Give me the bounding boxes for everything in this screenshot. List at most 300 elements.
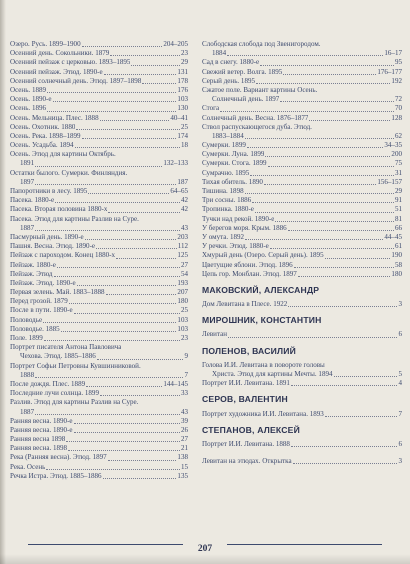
entry-title: Тропинка. 1880-е [202,205,254,214]
entry-title: Тишина. 1898 [202,187,244,195]
entry-title: Ранняя весна. 1890-е [10,416,73,425]
entry-title: 1884 [212,49,227,58]
entry-title: Ранняя весна 1898 [10,435,66,444]
index-entry [202,104,402,113]
entry-page-number: 61 [394,242,402,251]
dot-leader [288,230,394,231]
dot-leader [245,239,383,240]
index-entry [10,242,188,251]
entry-page-number: 58 [394,260,402,269]
entry-title: Осень. 1889 [10,85,47,94]
index-entry [10,435,188,444]
dot-leader [288,306,397,307]
entry-page-number: 64–65 [170,187,188,195]
entry-page-number: 72 [394,95,402,104]
entry-title: Ранняя весна. 1898 [10,444,68,453]
footer-rule-right [227,544,382,545]
dot-leader [77,285,177,286]
index-entry [10,288,188,297]
dot-leader [35,377,183,378]
index-entry [10,123,188,132]
entry-page-number: 25 [180,306,188,315]
dot-leader [86,386,162,387]
index-entry [10,325,188,334]
entry-page-number: 192 [391,76,402,85]
entry-title: Перед грозой. 1879 [10,297,68,306]
entry-title: Папоротники в лесу. 1895 [10,187,88,195]
entry-page-number: 125 [177,251,188,260]
index-entry [10,40,188,49]
dot-leader [96,248,177,249]
index-entry [202,77,402,86]
index-entry [10,334,188,343]
entry-title: Сумрачно. 1895 [202,168,250,177]
dot-leader [82,138,177,139]
entry-title: Осенний день. Сокольники. 1879 [10,49,110,58]
index-entry [202,379,402,388]
index-entry [10,408,188,417]
entry-title: Осень. Река. 1898–1899 [10,131,81,140]
index-entry [10,132,188,141]
entry-page-number: 7 [184,370,188,379]
index-entry [202,251,402,260]
dot-leader [43,322,176,323]
dot-leader [108,460,177,461]
dot-leader [44,340,180,341]
entry-title: 1891 [20,159,35,168]
entry-title: Свежий ветер. Волга. 1895 [202,67,283,76]
dot-leader [325,258,391,259]
index-entry [10,196,188,205]
dot-leader [74,423,180,424]
entry-title: Портрет Софьи Петровны Кувшинниковой. [10,361,141,370]
dot-leader [245,138,394,139]
dot-leader [75,147,180,148]
index-entry [202,261,402,270]
index-entry [202,330,402,339]
artist-heading: МАКОВСКИЙ, АЛЕКСАНДР [202,284,320,295]
index-entry [202,370,402,379]
dot-leader [228,337,397,338]
entry-title: Река. Осень [10,462,46,471]
index-entry [10,104,188,113]
entry-page-number: 9 [184,352,188,361]
entry-title: Христа. Этюд для картины Мечты. 1894 [212,370,333,378]
index-entry [10,251,188,260]
dot-leader [283,74,376,75]
entry-title: Чехова. Этюд. 1885–1886 [20,352,96,361]
entry-title: У речки. Этюд. 1880-е [202,242,269,251]
entry-page-number: 42 [180,205,188,214]
dot-leader [294,267,394,268]
dot-leader [97,359,184,360]
index-entry [10,159,188,168]
entry-title: Половодье. 1885 [10,324,60,333]
index-entry [10,261,188,270]
artist-heading: СТЕПАНОВ, АЛЕКСЕЙ [202,424,300,435]
entry-title: Пейзаж. Этюд [10,269,53,278]
dot-leader [108,212,180,213]
index-entry [10,77,188,86]
entry-page-number: 62 [394,131,402,140]
entry-page-number: 6 [398,439,402,448]
index-entry [10,141,188,150]
entry-page-number: 200 [391,150,402,159]
dot-leader [74,313,180,314]
entry-page-number: 51 [394,205,402,214]
entry-title: Пасека. 1880-е [10,196,55,205]
index-entry [202,410,402,419]
entry-page-number: 132–133 [163,159,188,168]
index-entry [10,224,188,233]
index-entry [202,141,402,150]
entry-title: Осень. 1890-е [10,95,52,104]
entry-page-number: 33 [180,389,188,398]
index-entry [10,178,188,187]
entry-page-number: 138 [177,453,188,462]
entry-title: Стога [202,104,220,113]
dot-leader [325,416,398,417]
index-entry [10,233,188,242]
entry-title: Три сосны. 1886 [202,196,252,205]
dot-leader [55,202,180,203]
entry-title: 1897 [20,177,35,186]
index-entry [10,297,188,306]
index-entry [202,40,402,49]
dot-leader [68,450,180,451]
entry-page-number: 75 [394,159,402,168]
entry-title: Сумерки. Луна. 1899 [202,150,265,159]
index-entry [10,306,188,315]
dot-leader [88,193,169,194]
entry-page-number: 95 [394,58,402,67]
index-entry [10,68,188,77]
entry-title: 1887 [20,407,35,416]
entry-title: Последние лучи солнца. 1899 [10,389,99,398]
index-entry [202,205,402,214]
entry-title: Тучки над рекой. 1890-е [202,214,275,223]
index-entry [10,205,188,214]
entry-page-number: 27 [180,260,188,269]
entry-title: 1883–1884 [212,131,244,140]
entry-page-number: 23 [180,49,188,58]
index-entry [10,398,188,407]
entry-page-number: 203 [177,232,188,241]
entry-title: Река (Ранняя весна). Этюд. 1897 [10,453,107,462]
entry-title: Портрет писателя Антона Павловича [10,343,122,352]
dot-leader [260,65,394,66]
index-entry [10,114,188,123]
entry-title: Сумерки. 1899 [202,141,246,150]
dot-leader [61,331,177,332]
entry-title: Портрет художника И.И. Левитана. 1893 [202,409,324,418]
entry-page-number: 23 [180,334,188,342]
entry-title: Осень. 1896 [10,104,47,113]
entry-title: У омута. 1892 [202,232,245,241]
entry-page-number: 26 [180,425,188,434]
entry-page-number: 130 [177,104,188,113]
dot-leader [245,193,394,194]
dot-leader [35,414,180,415]
artist-heading: СЕРОВ, ВАЛЕНТИН [202,394,288,405]
dot-leader [100,120,170,121]
entry-page-number: 27 [180,435,188,444]
entry-page-number: 190 [391,251,402,260]
entry-title: Пейзаж. Этюд. 1890-е [10,278,76,287]
index-entry [202,49,402,58]
index-entry [202,95,402,104]
index-entry [10,472,188,481]
index-entry [202,114,402,123]
dot-leader [291,446,398,447]
entry-title: Осенний солнечный день. Этюд. 1897–1898 [10,76,142,85]
index-entry [10,215,188,224]
entry-title: Осень. Мельница. Плес. 1888 [10,113,99,122]
entry-title: Речка Истра. Этюд. 1885–1886 [10,471,102,480]
entry-title: Разлив. Этюд для картины Разлив на Суре. [10,398,139,407]
index-entry [10,49,188,58]
dot-leader [309,120,390,121]
entry-title: Ствол распускающегося дуба. Этюд. [202,122,312,131]
entry-page-number: 21 [180,444,188,453]
entry-page-number: 178 [177,76,188,85]
index-entry [202,159,402,168]
entry-title: Левитан на этюдах. Открытка [202,457,292,466]
index-entry [202,169,402,178]
index-entry [202,196,402,205]
index-entry [10,380,188,389]
entry-title: Первая зелень. Май. 1883–1888 [10,288,105,297]
entry-page-number: 3 [398,300,402,309]
page-number: 207 [197,544,213,554]
entry-page-number: 131 [177,67,188,76]
entry-page-number: 31 [394,168,402,177]
dot-leader [35,166,162,167]
entry-page-number: 7 [398,409,402,418]
entry-title: У берегов моря. Крым. 1886 [202,223,287,232]
dot-leader [35,230,180,231]
entry-page-number: 25 [180,122,188,131]
dot-leader [250,175,394,176]
entry-page-number: 187 [177,177,188,186]
dot-leader [82,46,163,47]
artist-heading: ПОЛЕНОВ, ВАСИЛИЙ [202,345,297,356]
entry-page-number: 156–157 [377,177,402,186]
entry-title: Осень. Этюд для картины Октябрь. [10,150,116,159]
index-entry [10,86,188,95]
entry-title: Осенний пейзаж с церковью. 1893–1895 [10,58,131,67]
entry-title: Портрет И.И. Левитана. 1891 [202,379,290,388]
dot-leader [131,65,180,66]
index-entry [10,371,188,380]
entry-title: Голова И.И. Левитана в повороте головы [202,360,325,369]
entry-title: Цепь гор. Монблан. Этюд. 1897 [202,269,297,278]
entry-page-number: 43 [180,407,188,416]
dot-leader [280,101,394,102]
entry-title: Озеро. Русь. 1899–1900 [10,40,81,48]
index-entry [202,187,402,196]
entry-title: Портрет И.И. Левитана. 1888 [202,439,290,448]
dot-leader [110,55,180,56]
dot-leader [142,83,176,84]
dot-leader [116,258,176,259]
index-entry [10,444,188,453]
dot-leader [104,74,177,75]
entry-title: Слободская слобода под Звенигородом. [202,40,321,48]
dot-leader [293,463,398,464]
index-entry [10,362,188,371]
entry-title: Сад в снегу. 1880-е [202,58,260,67]
entry-title: Пейзаж. 1880-е [10,260,56,269]
entry-title: Поле. 1899 [10,334,43,342]
dot-leader [35,184,176,185]
entry-page-number: 54 [180,269,188,278]
entry-page-number: 5 [398,370,402,378]
index-entry [202,215,402,224]
index-entry [10,316,188,325]
index-entry [10,463,188,472]
entry-page-number: 193 [177,278,188,287]
index-entry [202,86,402,95]
index-entry [202,361,402,370]
index-entry [202,58,402,67]
dot-leader [270,248,394,249]
artist-heading: МИРОШНИК, КОНСТАНТИН [202,315,322,326]
entry-page-number: 180 [391,269,402,278]
entry-title: Осенний пейзаж. Этюд. 1890-е [10,67,103,76]
entry-page-number: 204–205 [163,40,188,48]
entry-page-number: 103 [177,95,188,104]
entry-page-number: 176 [177,85,188,94]
dot-leader [256,83,390,84]
entry-page-number: 4 [398,379,402,388]
dot-leader [220,111,394,112]
index-entry [10,58,188,67]
entry-page-number: 39 [180,416,188,425]
dot-leader [298,276,391,277]
dot-leader [76,129,180,130]
entry-title: Осень. Усадьба. 1894 [10,141,74,150]
entry-page-number: 43 [180,223,188,232]
entry-title: Хмурый день (Озеро. Серый день). 1895 [202,251,324,260]
book-binding-shadow [0,0,6,564]
entry-title: Сжатое поле. Вариант картины Осень. [202,85,318,94]
index-entry [10,187,188,196]
entry-page-number: 135 [177,471,188,480]
entry-page-number: 16–17 [384,49,402,58]
entry-page-number: 70 [394,104,402,113]
index-entry [202,457,402,466]
index-entry [10,343,188,352]
dot-leader [291,385,398,386]
entry-page-number: 18 [180,141,188,150]
entry-title: Сумерки. Стога. 1899 [202,159,267,168]
index-entry [10,270,188,279]
entry-page-number: 103 [177,324,188,333]
page-edge-shadow [0,554,410,564]
entry-title: Серый день. 1895 [202,76,256,85]
entry-page-number: 40–41 [170,113,188,122]
entry-title: После дождя. Плес. 1889 [10,379,86,388]
index-entry [202,132,402,141]
entry-title: Пейзаж с пароходом. Конец 1880-х [10,251,115,260]
index-entry [202,270,402,279]
entry-title: Цветущие яблони. Этюд. 1896 [202,260,293,269]
entry-title: Осень. Охотник. 1880 [10,122,76,131]
entry-title: Тихая обитель. 1890 [202,177,263,186]
dot-leader [100,395,180,396]
index-entry [10,352,188,361]
entry-page-number: 128 [391,113,402,122]
entry-page-number: 29 [394,187,402,195]
entry-page-number: 6 [398,330,402,339]
index-entry [202,150,402,159]
index-entry [10,95,188,104]
index-entry [202,68,402,77]
dot-leader [227,55,383,56]
entry-page-number: 42 [180,196,188,205]
entry-title: Ранняя весна. 1890-е [10,425,73,434]
index-entry [10,417,188,426]
dot-leader [265,156,390,157]
entry-page-number: 91 [394,196,402,205]
entry-page-number: 180 [177,297,188,306]
entry-page-number: 3 [398,457,402,466]
entry-page-number: 81 [394,214,402,223]
index-entry [202,300,402,309]
index-entry [10,279,188,288]
entry-title: 1888 [20,370,35,379]
index-entry [10,169,188,178]
dot-leader [275,221,394,222]
entry-title: Дом Левитана в Плесе. 1922 [202,300,288,309]
entry-page-number: 34–35 [384,141,402,150]
dot-leader [334,376,398,377]
dot-leader [57,267,180,268]
dot-leader [106,294,177,295]
entry-page-number: 174 [177,131,188,140]
index-entry [10,453,188,462]
dot-leader [47,92,176,93]
index-entry [202,242,402,251]
footer-rule-left [28,544,183,545]
entry-page-number: 29 [180,58,188,67]
index-entry [10,389,188,398]
entry-title: Солнечный день. 1897 [212,95,280,104]
index-entry [10,426,188,435]
entry-title: Остатки былого. Сумерки. Финляндия. [10,168,128,177]
index-entry [202,123,402,132]
dot-leader [69,303,177,304]
entry-page-number: 144–145 [163,379,188,388]
section-gap [202,449,402,457]
entry-title: Пашня. Весна. Этюд. 1890-е [10,242,96,251]
entry-title: Солнечный день. Весна. 1876–1877 [202,113,309,122]
entry-title: Пасека. Этюд для картины Разлив на Суре. [10,214,139,223]
dot-leader [264,184,376,185]
entry-page-number: 112 [177,242,188,251]
entry-title: После в пути. 1890-е [10,306,73,315]
dot-leader [54,276,180,277]
entry-page-number: 207 [177,288,188,297]
dot-leader [46,469,180,470]
dot-leader [53,101,177,102]
entry-title: Левитан [202,330,228,339]
dot-leader [74,432,180,433]
index-column-right [202,40,402,466]
entry-title: 1887 [20,223,35,232]
entry-page-number: 103 [177,315,188,324]
